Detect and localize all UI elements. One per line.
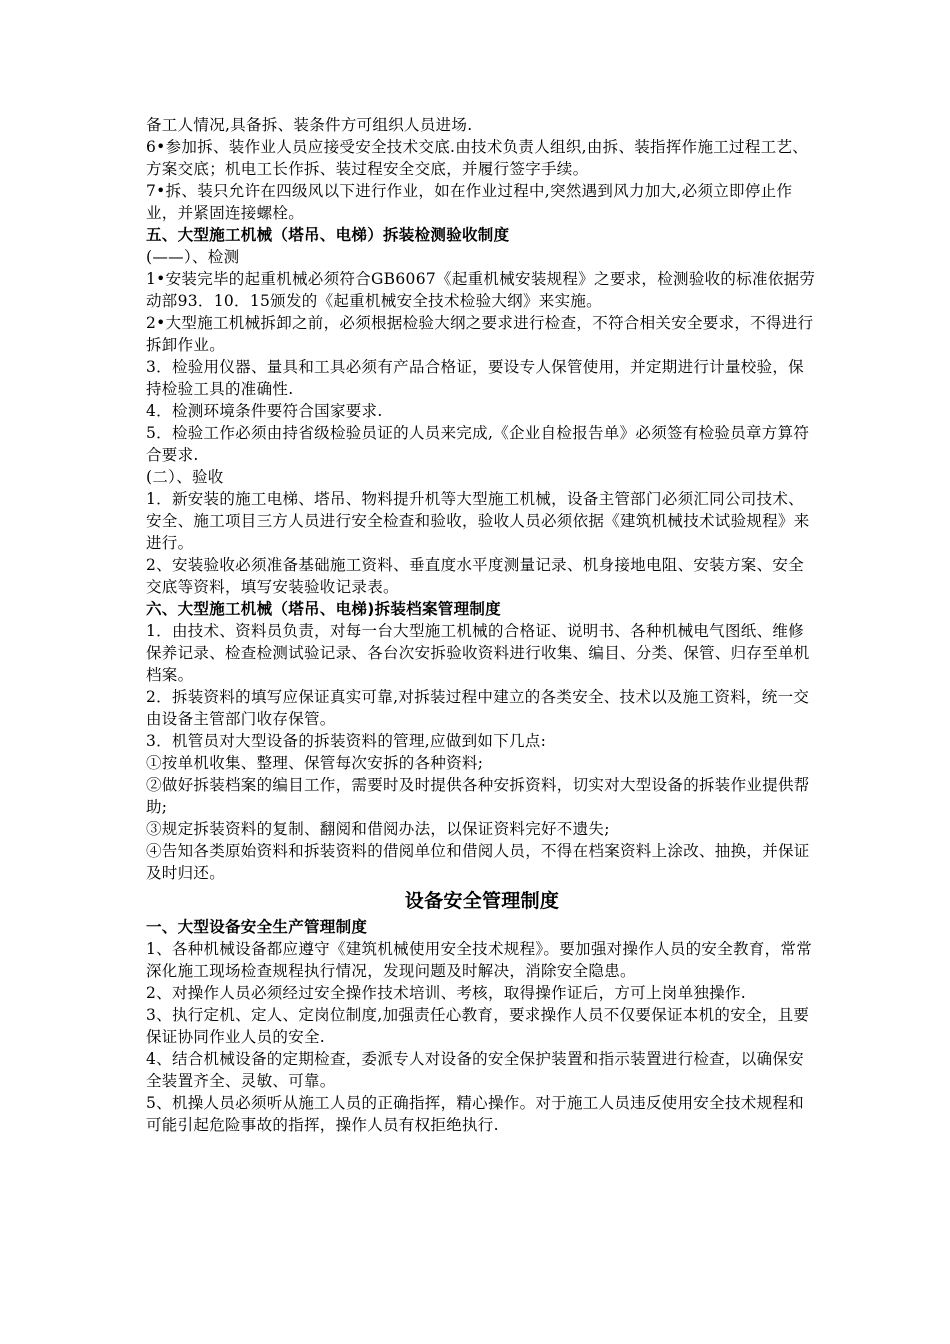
paragraph-safety-3: 3、执行定机、定人、定岗位制度,加强责任心教育，要求操作人员不仅要保证本机的安全，且要保证协同作业人员的安全.	[146, 1006, 810, 1046]
list-item-circled-1: ①按单机收集、整理、保管每次安拆的各种资料;	[146, 754, 484, 772]
document-page	[146, 114, 818, 1136]
section-heading-1: 一、大型设备安全生产管理制度	[146, 918, 368, 936]
paragraph-acceptance-1: 1．新安装的施工电梯、塔吊、物料提升机等大型施工机械，设备主管部门必须汇同公司技术、安全、施工项目三方人员进行安全检查和验收，验收人员必须依据《建筑机械技术试验规程》来进行。	[146, 490, 810, 552]
subheading-inspection: (——）、检测	[146, 248, 240, 266]
paragraph-inspection-4: 4．检测环境条件要符合国家要求.	[146, 402, 383, 420]
paragraph-safety-4: 4、结合机械设备的定期检查，委派专人对设备的安全保护装置和指示装置进行检查，以确保安全装置齐全、灵敏、可靠。	[146, 1050, 804, 1090]
paragraph-item-7: 7•拆、装只允许在四级风以下进行作业，如在作业过程中,突然遇到风力加大,必须立即停止作业，并紧固连接螺栓。	[146, 182, 793, 222]
paragraph-safety-5: 5、机操人员必须听从施工人员的正确指挥，精心操作。对于施工人员违反使用安全技术规程和可能引起危险事故的指挥，操作人员有权拒绝执行.	[146, 1094, 804, 1134]
section-heading-6: 六、大型施工机械（塔吊、电梯)拆装档案管理制度	[146, 600, 501, 618]
paragraph-safety-1: 1、各种机械设备都应遵守《建筑机械使用安全技术规程》。要加强对操作人员的安全教育，常常深化施工现场检查规程执行情况，发现问题及时解决，消除安全隐患。	[146, 940, 813, 980]
paragraph-acceptance-2: 2、安装验收必须准备基础施工资料、垂直度水平度测量记录、机身接地电阻、安装方案、安全交底等资料，填写安装验收记录表。	[146, 556, 804, 596]
paragraph-archive-1: 1．由技术、资料员负责，对每一台大型施工机械的合格证、说明书、各种机械电气图纸、维修保养记录、检查检测试验记录、各台次安拆验收资料进行收集、编目、分类、保管、归存至单机档案。	[146, 622, 810, 684]
subheading-acceptance: (二）、验收	[146, 468, 224, 486]
paragraph-inspection-1: 1•安装完毕的起重机械必须符合GB6067《起重机械安装规程》之要求，检测验收的标准依据劳动部93．10．15颁发的《起重机械安全技术检验大纲》来实施。	[146, 270, 816, 310]
paragraph-inspection-3: 3．检验用仪器、量具和工具必须有产品合格证，要设专人保管使用，并定期进行计量校验，保持检验工具的准确性.	[146, 358, 804, 398]
list-item-circled-3: ③规定拆装资料的复制、翻阅和借阅办法，以保证资料完好不遗失;	[146, 820, 610, 838]
paragraph-inspection-2: 2•大型施工机械拆卸之前，必须根据检验大纲之要求进行检查，不符合相关安全要求，不得进行拆卸作业。	[146, 314, 814, 354]
list-item-circled-4: ④告知各类原始资料和拆装资料的借阅单位和借阅人员，不得在档案资料上涂改、抽换，并保证及时归还。	[146, 842, 810, 882]
paragraph-safety-2: 2、对操作人员必须经过安全操作技术培训、考核，取得操作证后，方可上岗单独操作.	[146, 984, 746, 1002]
paragraph-intro-continuation: 备工人情况,具备拆、装条件方可组织人员进场.	[146, 116, 473, 134]
paragraph-item-6: 6•参加拆、装作业人员应接受安全技术交底.由技术负责人组织,由拆、装指挥作施工过程工艺、方案交底；机电工长作拆、装过程安全交底，并履行签字手续。	[146, 138, 809, 178]
list-item-circled-2: ②做好拆装档案的编目工作，需要时及时提供各种安拆资料，切实对大型设备的拆装作业提供帮助;	[146, 776, 810, 816]
document-title: 设备安全管理制度	[404, 890, 560, 912]
paragraph-inspection-5: 5．检验工作必须由持省级检验员证的人员来完成,《企业自检报告单》必须签有检验员章方算符合要求.	[146, 424, 810, 464]
paragraph-archive-3: 3．机管员对大型设备的拆装资料的管理,应做到如下几点:	[146, 732, 547, 750]
section-heading-5: 五、大型施工机械（塔吊、电梯）拆装检测验收制度	[146, 226, 510, 244]
paragraph-archive-2: 2．拆装资料的填写应保证真实可靠,对拆装过程中建立的各类安全、技术以及施工资料，统一交由设备主管部门收存保管。	[146, 688, 810, 728]
